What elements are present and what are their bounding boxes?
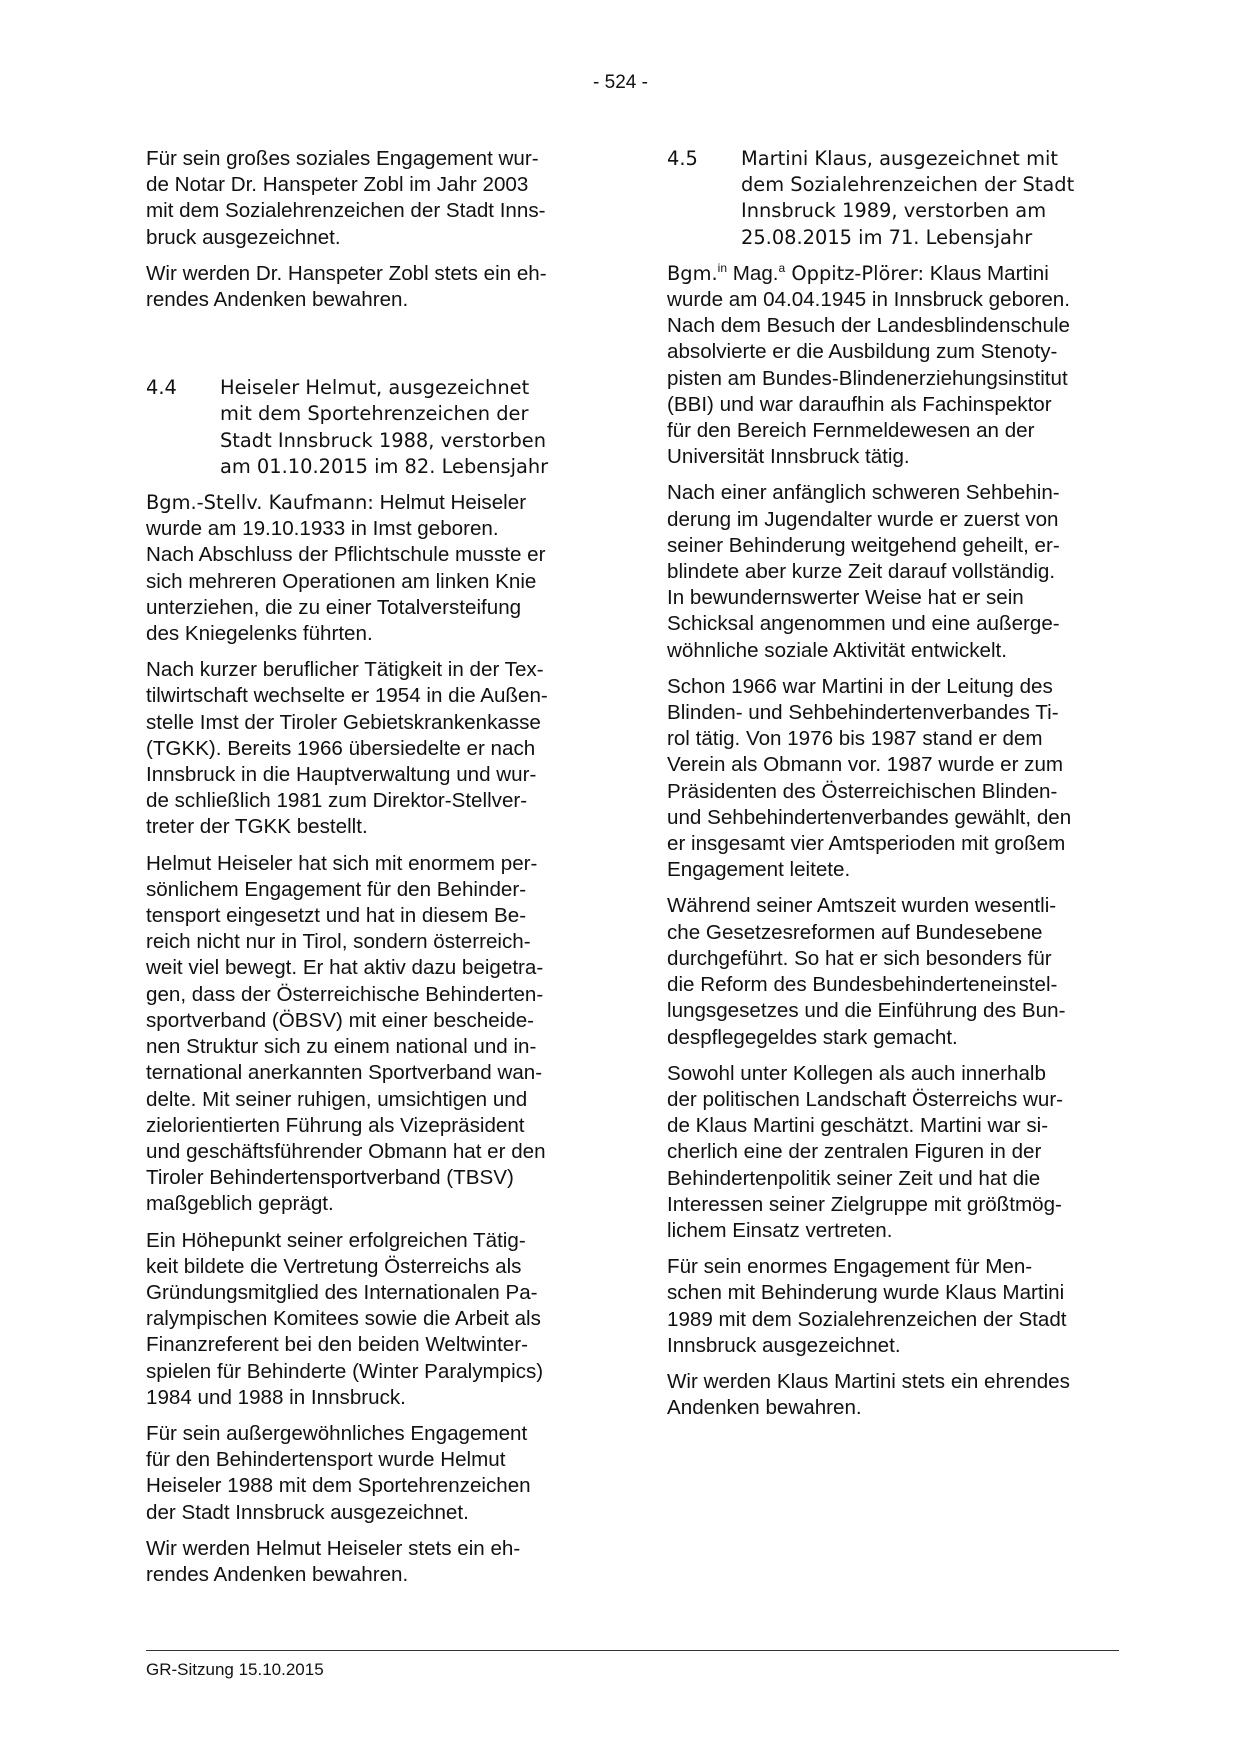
text-line: Nach kurzer beruflicher Tätigkeit in der Tex- xyxy=(146,658,544,682)
text-line: am 01.10.2015 im 82. Lebensjahr xyxy=(220,454,549,478)
text-line: 25.08.2015 im 71. Lebensjahr xyxy=(741,225,1033,249)
text-line: Schicksal angenommen und eine außerge- xyxy=(667,612,1060,636)
text-line: 1989 mit dem Sozialehrenzeichen der Stadt xyxy=(667,1307,1067,1331)
paragraph-heiseler-sport xyxy=(146,851,592,1218)
text-line: reich nicht nur in Tirol, sondern österreich- xyxy=(146,930,531,954)
paragraph-heiseler-bio xyxy=(146,490,592,647)
text-line: Finanzreferent bei den beiden Weltwinter- xyxy=(146,1333,528,1357)
text-line: rol tätig. Von 1976 bis 1987 stand er dem xyxy=(667,727,1043,751)
text-line: Präsidenten des Österreichischen Blinden- xyxy=(667,779,1058,803)
paragraph-martini-remembrance xyxy=(667,1369,1119,1421)
text-line: Helmut Heiseler hat sich mit enormem per- xyxy=(146,851,538,875)
speaker-sup-in: in xyxy=(717,260,728,275)
text-line: Blinden- und Sehbehindertenverbandes Ti- xyxy=(667,701,1059,725)
remaining-lines xyxy=(146,516,592,647)
text-line: Behindertenpolitik seiner Zeit und hat die xyxy=(667,1166,1041,1190)
paragraph-heiseler-highlight xyxy=(146,1228,592,1411)
page-number: - 524 - xyxy=(593,72,648,93)
text-line: weit viel bewegt. Er hat aktiv dazu beigetra- xyxy=(146,956,544,980)
text-line: Heiseler Helmut, ausgezeichnet xyxy=(220,376,530,400)
text-line: Während seiner Amtszeit wurden wesentli- xyxy=(667,894,1057,918)
text-line: Wir werden Helmut Heiseler stets ein eh- xyxy=(146,1536,521,1560)
paragraph-zobl-award xyxy=(146,146,592,251)
section-heading-4-5 xyxy=(667,146,1119,251)
text-line: gen, dass der Österreichische Behinderten- xyxy=(146,982,544,1006)
paragraph-martini-award xyxy=(667,1254,1119,1359)
paragraph-martini-reforms xyxy=(667,893,1119,1050)
text-line: zielorientierten Führung als Vizepräsident xyxy=(146,1113,525,1137)
text-line: absolvierte er die Ausbildung zum Stenoty- xyxy=(667,340,1058,364)
text-line: mit dem Sportehrenzeichen der xyxy=(220,402,529,426)
text-line: (TGKK). Bereits 1966 übersiedelte er nach xyxy=(146,736,536,760)
text-line: pisten am Bundes-Blindenerziehungsinstitut xyxy=(667,366,1068,390)
text-line: Sowohl unter Kollegen als auch innerhalb xyxy=(667,1061,1046,1085)
text-line: dem Sozialehrenzeichen der Stadt xyxy=(741,173,1075,197)
text-line: 1984 und 1988 in Innsbruck. xyxy=(146,1385,406,1409)
text-line: Engagement leitete. xyxy=(667,858,851,882)
text-line: für den Bereich Fernmeldewesen an der xyxy=(667,419,1035,443)
text-line: de schließlich 1981 zum Direktor-Stellver- xyxy=(146,789,528,813)
text-line: schen mit Behinderung wurde Klaus Martini xyxy=(667,1281,1065,1305)
text-line: bruck ausgezeichnet. xyxy=(146,225,341,249)
text-line: der Stadt Innsbruck ausgezeichnet. xyxy=(146,1500,469,1524)
text-line: rendes Andenken bewahren. xyxy=(146,1562,409,1586)
text-line: Heiseler 1988 mit dem Sportehrenzeichen xyxy=(146,1474,531,1498)
section-number: 4.5 xyxy=(667,147,698,170)
text-line: Für sein außergewöhnliches Engagement xyxy=(146,1421,528,1445)
text-line: de Klaus Martini geschätzt. Martini war si- xyxy=(667,1114,1049,1138)
speaker-name: Oppitz-Plörer: xyxy=(785,261,925,285)
text-line: rendes Andenken bewahren. xyxy=(146,288,409,312)
text-line: blindete aber kurze Zeit darauf vollständig. xyxy=(667,560,1056,584)
remaining-lines xyxy=(667,287,1119,470)
text-line: Für sein großes soziales Engagement wur- xyxy=(146,147,539,170)
text-line: despflegegeldes stark gemacht. xyxy=(667,1025,958,1049)
paragraph-zobl-remembrance xyxy=(146,261,592,313)
text-line: wöhnliche soziale Aktivität entwickelt. xyxy=(667,638,1007,662)
text-line: (BBI) und war daraufhin als Fachinspektor xyxy=(667,392,1052,416)
text-line: lichem Einsatz vertreten. xyxy=(667,1218,893,1242)
text-line: durchgeführt. So hat er sich besonders für xyxy=(667,946,1052,970)
text-line: tilwirtschaft wechselte er 1954 in die Außen- xyxy=(146,684,548,708)
paragraph-heiseler-remembrance xyxy=(146,1536,592,1588)
text-line: de Notar Dr. Hanspeter Zobl im Jahr 2003 xyxy=(146,173,529,197)
text-line: tensport eingesetzt und hat in diesem Be- xyxy=(146,904,527,928)
section-number: 4.4 xyxy=(146,376,177,400)
first-line xyxy=(146,490,592,516)
speaker-title: Bgm. xyxy=(667,261,718,285)
text-line: keit bildete die Vertretung Österreichs als xyxy=(146,1254,522,1278)
text-line: Verein als Obmann vor. 1987 wurde er zum xyxy=(667,753,1064,777)
text-line: der politischen Landschaft Österreichs wur- xyxy=(667,1087,1064,1111)
section-title xyxy=(220,375,548,480)
text-line: und Sehbehindertenverbandes gewählt, den xyxy=(667,805,1072,829)
section-gap xyxy=(146,323,592,375)
text-line: Interessen seiner Zielgruppe mit größtmög- xyxy=(667,1192,1062,1216)
text-line: stelle Imst der Tiroler Gebietskrankenkasse xyxy=(146,710,541,734)
text-line: Martini Klaus, ausgezeichnet mit xyxy=(741,147,1058,170)
text-line: cherlich eine der zentralen Figuren in der xyxy=(667,1140,1042,1164)
first-line-text: Klaus Martini xyxy=(924,261,1049,285)
text-line: mit dem Sozialehrenzeichen der Stadt Inns- xyxy=(146,199,546,223)
text-line: Innsbruck in die Hauptverwaltung und wur- xyxy=(146,763,537,787)
text-line: wurde am 19.10.1933 in Imst geboren. xyxy=(146,517,499,541)
left-column xyxy=(146,146,592,1598)
text-line: Wir werden Dr. Hanspeter Zobl stets ein eh- xyxy=(146,261,547,285)
text-line: ralympischen Komitees sowie die Arbeit als xyxy=(146,1307,541,1331)
text-line: che Gesetzesreformen auf Bundesebene xyxy=(667,920,1043,944)
section-title xyxy=(741,146,1074,251)
text-line: und geschäftsführender Obmann hat er den xyxy=(146,1139,546,1163)
text-line: Innsbruck ausgezeichnet. xyxy=(667,1333,901,1357)
paragraph-martini-vision xyxy=(667,480,1119,663)
text-line: treter der TGKK bestellt. xyxy=(146,815,368,839)
paragraph-martini-esteem xyxy=(667,1061,1119,1244)
text-line: In bewundernswerter Weise hat er sein xyxy=(667,586,1024,610)
text-line: Gründungsmitglied des Internationalen Pa- xyxy=(146,1280,538,1304)
text-line: die Reform des Bundesbehinderteneinstel- xyxy=(667,973,1058,997)
text-line: sönlichem Engagement für den Behinder- xyxy=(146,877,527,901)
text-line: Schon 1966 war Martini in der Leitung des xyxy=(667,674,1053,698)
text-line: er insgesamt vier Amtsperioden mit großem xyxy=(667,832,1066,856)
text-line: derung im Jugendalter wurde er zuerst von xyxy=(667,507,1059,531)
paragraph-martini-bio xyxy=(667,261,1119,471)
paragraph-heiseler-award xyxy=(146,1421,592,1526)
text-line: ternational anerkannten Sportverband wan- xyxy=(146,1061,543,1085)
text-line: lungsgesetzes und die Einführung des Bun- xyxy=(667,999,1066,1023)
text-line: Universität Innsbruck tätig. xyxy=(667,445,910,469)
text-line: Tiroler Behindertensportverband (TBSV) xyxy=(146,1166,514,1190)
text-line: Ein Höhepunkt seiner erfolgreichen Tätig- xyxy=(146,1228,526,1252)
footer-divider xyxy=(146,1650,1119,1651)
paragraph-martini-leadership xyxy=(667,674,1119,884)
footer-session-date: GR-Sitzung 15.10.2015 xyxy=(146,1660,324,1679)
speaker-name: Bgm.-Stellv. Kaufmann: xyxy=(146,491,374,515)
text-line: Nach Abschluss der Pflichtschule musste er xyxy=(146,543,546,567)
text-line: spielen für Behinderte (Winter Paralympics) xyxy=(146,1359,544,1383)
text-line: sportverband (ÖBSV) mit einer bescheide- xyxy=(146,1008,535,1032)
text-line: Stadt Innsbruck 1988, verstorben xyxy=(220,428,547,452)
text-line: wurde am 04.04.1945 in Innsbruck geboren. xyxy=(667,288,1070,312)
text-line: Nach dem Besuch der Landesblindenschule xyxy=(667,314,1070,338)
speaker-mag: Mag. xyxy=(727,261,779,285)
paragraph-heiseler-career xyxy=(146,657,592,840)
text-line: unterziehen, die zu einer Totalversteifung xyxy=(146,595,522,619)
text-line: seiner Behinderung weitgehend geheilt, er- xyxy=(667,533,1060,557)
text-line: Für sein enormes Engagement für Men- xyxy=(667,1255,1033,1279)
text-line: für den Behindertensport wurde Helmut xyxy=(146,1448,506,1472)
text-line: Andenken bewahren. xyxy=(667,1396,862,1420)
text-line: delte. Mit seiner ruhigen, umsichtigen und xyxy=(146,1087,528,1111)
text-line: Wir werden Klaus Martini stets ein ehrendes xyxy=(667,1369,1070,1393)
text-line: sich mehreren Operationen am linken Knie xyxy=(146,569,537,593)
first-line-text: Helmut Heiseler xyxy=(373,491,527,515)
right-column xyxy=(667,146,1119,1431)
text-line: Nach einer anfänglich schweren Sehbehin- xyxy=(667,481,1060,505)
text-line: maßgeblich geprägt. xyxy=(146,1192,334,1216)
first-line xyxy=(667,261,1119,287)
speaker-sup-a: a xyxy=(778,260,786,275)
section-heading-4-4 xyxy=(146,375,592,480)
text-line: des Kniegelenks führten. xyxy=(146,622,373,646)
text-line: Innsbruck 1989, verstorben am xyxy=(741,199,1047,223)
text-line: nen Struktur sich zu einem national und in- xyxy=(146,1035,537,1059)
